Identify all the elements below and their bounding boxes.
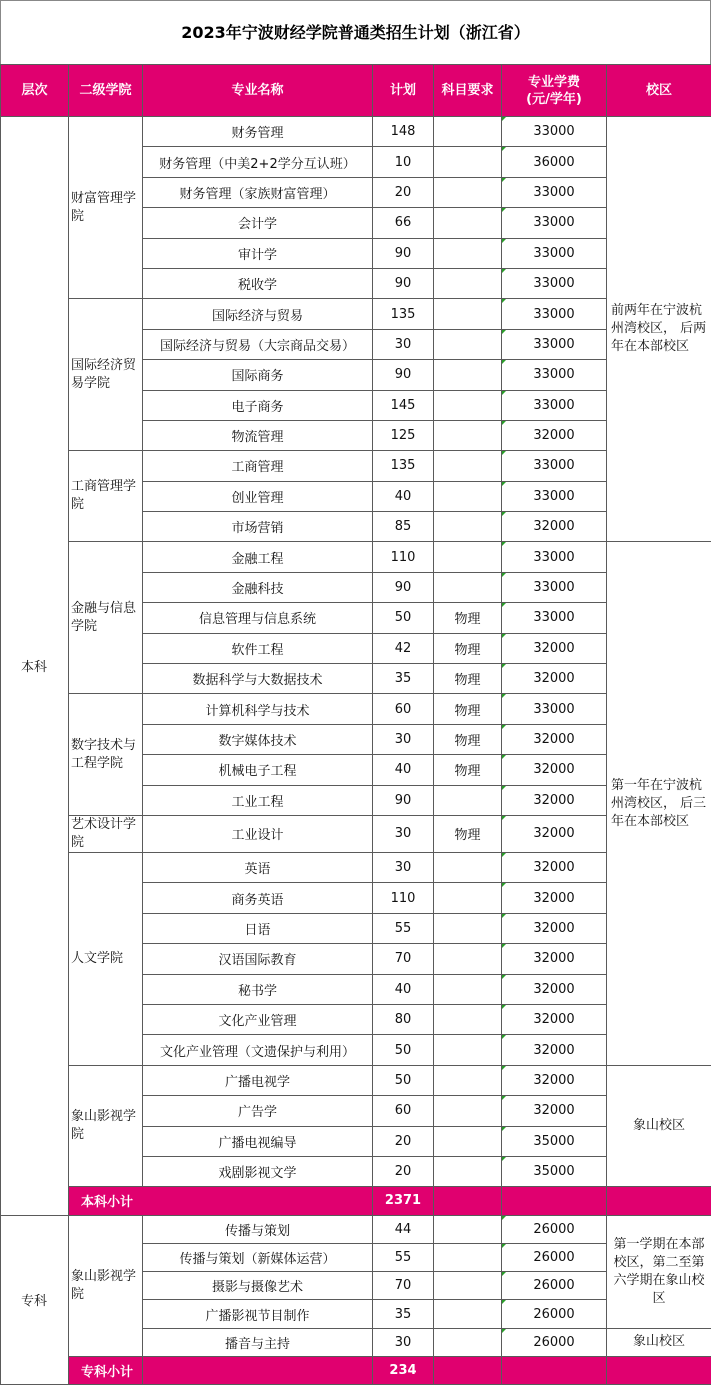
major-cell: 汉语国际教育 (143, 944, 373, 974)
table-row (1, 1065, 711, 1095)
major-cell: 数据科学与大数据技术 (143, 664, 373, 694)
fee-cell: 35000 (502, 1156, 607, 1186)
fee-cell: 33000 (502, 572, 607, 602)
page-title: 2023年宁波财经学院普通类招生计划（浙江省） (0, 0, 711, 64)
fee-cell: 26000 (502, 1243, 607, 1271)
major-cell: 数字媒体技术 (143, 724, 373, 754)
subject-cell (434, 572, 502, 602)
major-cell: 秘书学 (143, 974, 373, 1004)
major-cell: 广播电视编导 (143, 1126, 373, 1156)
major-cell: 商务英语 (143, 883, 373, 913)
campus-cell: 第一学期在本部校区，第二至第六学期在象山校区 (607, 1215, 711, 1328)
subject-cell (434, 785, 502, 815)
plan-cell: 10 (373, 147, 434, 177)
major-cell: 日语 (143, 913, 373, 943)
college-cell: 金融与信息学院 (69, 542, 143, 694)
fee-cell: 32000 (502, 1096, 607, 1126)
major-cell: 国际经济与贸易（大宗商品交易） (143, 329, 373, 359)
major-cell: 软件工程 (143, 633, 373, 663)
subject-cell: 物理 (434, 815, 502, 852)
plan-cell: 90 (373, 268, 434, 298)
subject-cell (434, 1243, 502, 1271)
major-cell: 传播与策划（新媒体运营） (143, 1243, 373, 1271)
header-fee-line2: (元/学年) (526, 91, 582, 107)
plan-cell: 44 (373, 1215, 434, 1243)
subject-cell (434, 1126, 502, 1156)
college-cell: 象山影视学院 (69, 1065, 143, 1187)
subject-cell: 物理 (434, 664, 502, 694)
major-cell: 传播与策划 (143, 1215, 373, 1243)
plan-cell: 40 (373, 481, 434, 511)
table-row (1, 815, 711, 852)
major-cell: 创业管理 (143, 481, 373, 511)
major-cell: 广播电视学 (143, 1065, 373, 1095)
fee-cell: 33000 (502, 177, 607, 207)
header-level: 层次 (1, 65, 69, 117)
subject-cell: 物理 (434, 603, 502, 633)
subject-cell: 物理 (434, 633, 502, 663)
plan-cell: 42 (373, 633, 434, 663)
plan-cell: 90 (373, 238, 434, 268)
subject-cell (434, 1328, 502, 1356)
enrollment-plan-table (0, 64, 711, 1385)
subject-cell (434, 238, 502, 268)
major-cell: 信息管理与信息系统 (143, 603, 373, 633)
major-cell: 工业设计 (143, 815, 373, 852)
plan-cell: 20 (373, 177, 434, 207)
fee-cell: 33000 (502, 390, 607, 420)
header-major: 专业名称 (143, 65, 373, 117)
college-cell: 艺术设计学院 (69, 815, 143, 852)
subject-cell (434, 1035, 502, 1065)
fee-cell: 33000 (502, 299, 607, 329)
plan-cell: 135 (373, 299, 434, 329)
subject-cell (434, 512, 502, 542)
fee-cell: 32000 (502, 512, 607, 542)
major-cell: 广播影视节目制作 (143, 1300, 373, 1328)
major-cell: 广告学 (143, 1096, 373, 1126)
fee-cell: 32000 (502, 785, 607, 815)
fee-cell: 33000 (502, 329, 607, 359)
major-cell: 电子商务 (143, 390, 373, 420)
table-header-row (1, 65, 711, 117)
college-cell: 财富管理学院 (69, 117, 143, 299)
subject-cell: 物理 (434, 724, 502, 754)
fee-cell: 32000 (502, 913, 607, 943)
plan-cell: 90 (373, 572, 434, 602)
table-row (1, 451, 711, 481)
major-cell: 英语 (143, 852, 373, 882)
fee-cell: 33000 (502, 208, 607, 238)
major-cell: 财务管理（中美2+2学分互认班） (143, 147, 373, 177)
fee-cell: 35000 (502, 1126, 607, 1156)
plan-cell: 55 (373, 1243, 434, 1271)
subject-cell (434, 147, 502, 177)
subject-cell (434, 299, 502, 329)
fee-cell: 26000 (502, 1328, 607, 1356)
subtotal-plan: 2371 (373, 1187, 434, 1215)
college-cell: 象山影视学院 (69, 1215, 143, 1356)
header-subject: 科目要求 (434, 65, 502, 117)
plan-cell: 50 (373, 1035, 434, 1065)
table-row (1, 694, 711, 724)
subject-cell (434, 360, 502, 390)
subject-cell (434, 944, 502, 974)
plan-cell: 20 (373, 1126, 434, 1156)
fee-cell: 33000 (502, 117, 607, 147)
subject-cell (434, 451, 502, 481)
table-row (1, 852, 711, 882)
subject-cell (434, 1156, 502, 1186)
plan-cell: 30 (373, 815, 434, 852)
level-cell: 专科 (1, 1215, 69, 1385)
subject-cell (434, 913, 502, 943)
subtotal-empty (607, 1357, 711, 1385)
plan-cell: 30 (373, 852, 434, 882)
fee-cell: 32000 (502, 944, 607, 974)
fee-cell: 33000 (502, 603, 607, 633)
subtotal-empty (143, 1357, 373, 1385)
subject-cell (434, 390, 502, 420)
plan-cell: 35 (373, 664, 434, 694)
fee-cell: 33000 (502, 451, 607, 481)
header-campus: 校区 (607, 65, 711, 117)
fee-cell: 33000 (502, 360, 607, 390)
subtotal-empty (434, 1357, 502, 1385)
major-cell: 财务管理 (143, 117, 373, 147)
plan-cell: 30 (373, 1328, 434, 1356)
major-cell: 工业工程 (143, 785, 373, 815)
major-cell: 金融工程 (143, 542, 373, 572)
plan-cell: 66 (373, 208, 434, 238)
subject-cell (434, 883, 502, 913)
subtotal-row (1, 1357, 711, 1385)
subject-cell (434, 852, 502, 882)
campus-cell: 象山校区 (607, 1065, 711, 1187)
college-cell: 人文学院 (69, 852, 143, 1065)
plan-cell: 148 (373, 117, 434, 147)
header-plan: 计划 (373, 65, 434, 117)
plan-cell: 30 (373, 329, 434, 359)
fee-cell: 32000 (502, 1004, 607, 1034)
subtotal-row (1, 1187, 711, 1215)
fee-cell: 32000 (502, 974, 607, 1004)
plan-cell: 40 (373, 755, 434, 785)
fee-cell: 32000 (502, 1035, 607, 1065)
major-cell: 戏剧影视文学 (143, 1156, 373, 1186)
major-cell: 国际经济与贸易 (143, 299, 373, 329)
college-cell: 数字技术与工程学院 (69, 694, 143, 816)
subject-cell (434, 974, 502, 1004)
plan-cell: 125 (373, 420, 434, 450)
subject-cell (434, 481, 502, 511)
fee-cell: 33000 (502, 481, 607, 511)
subject-cell: 物理 (434, 755, 502, 785)
plan-cell: 40 (373, 974, 434, 1004)
table-row (1, 117, 711, 147)
subtotal-empty (434, 1187, 502, 1215)
fee-cell: 33000 (502, 542, 607, 572)
plan-cell: 50 (373, 603, 434, 633)
fee-cell: 32000 (502, 664, 607, 694)
fee-cell: 26000 (502, 1300, 607, 1328)
plan-cell: 60 (373, 1096, 434, 1126)
subject-cell (434, 1065, 502, 1095)
plan-cell: 35 (373, 1300, 434, 1328)
campus-cell: 第一年在宁波杭州湾校区， 后三年在本部校区 (607, 542, 711, 1065)
fee-cell: 32000 (502, 633, 607, 663)
plan-cell: 90 (373, 360, 434, 390)
subject-cell (434, 329, 502, 359)
fee-cell: 33000 (502, 694, 607, 724)
plan-cell: 50 (373, 1065, 434, 1095)
subtotal-empty (607, 1187, 711, 1215)
header-fee-line1: 专业学费 (527, 74, 580, 90)
subject-cell (434, 1272, 502, 1300)
fee-cell: 26000 (502, 1272, 607, 1300)
plan-cell: 135 (373, 451, 434, 481)
plan-cell: 85 (373, 512, 434, 542)
fee-cell: 33000 (502, 238, 607, 268)
subtotal-empty (502, 1187, 607, 1215)
major-cell: 物流管理 (143, 420, 373, 450)
major-cell: 机械电子工程 (143, 755, 373, 785)
subject-cell (434, 117, 502, 147)
table-row (1, 542, 711, 572)
major-cell: 金融科技 (143, 572, 373, 602)
plan-cell: 30 (373, 724, 434, 754)
college-cell: 国际经济贸易学院 (69, 299, 143, 451)
major-cell: 财务管理（家族财富管理） (143, 177, 373, 207)
subject-cell (434, 268, 502, 298)
subject-cell: 物理 (434, 694, 502, 724)
campus-cell: 前两年在宁波杭州湾校区， 后两年在本部校区 (607, 117, 711, 542)
major-cell: 市场营销 (143, 512, 373, 542)
subtotal-plan: 234 (373, 1357, 434, 1385)
header-fee (502, 65, 607, 117)
subject-cell (434, 1096, 502, 1126)
plan-cell: 110 (373, 542, 434, 572)
plan-cell: 80 (373, 1004, 434, 1034)
subtotal-label: 本科小计 (69, 1187, 373, 1215)
fee-cell: 32000 (502, 1065, 607, 1095)
campus-cell: 象山校区 (607, 1328, 711, 1356)
subject-cell (434, 420, 502, 450)
plan-cell: 70 (373, 1272, 434, 1300)
fee-cell: 36000 (502, 147, 607, 177)
plan-cell: 145 (373, 390, 434, 420)
table-row (1, 1215, 711, 1243)
plan-cell: 55 (373, 913, 434, 943)
major-cell: 文化产业管理（文遗保护与利用） (143, 1035, 373, 1065)
major-cell: 文化产业管理 (143, 1004, 373, 1034)
subject-cell (434, 177, 502, 207)
header-college: 二级学院 (69, 65, 143, 117)
subject-cell (434, 208, 502, 238)
subject-cell (434, 542, 502, 572)
major-cell: 工商管理 (143, 451, 373, 481)
fee-cell: 32000 (502, 420, 607, 450)
fee-cell: 32000 (502, 883, 607, 913)
fee-cell: 26000 (502, 1215, 607, 1243)
subject-cell (434, 1004, 502, 1034)
fee-cell: 32000 (502, 724, 607, 754)
major-cell: 播音与主持 (143, 1328, 373, 1356)
fee-cell: 32000 (502, 815, 607, 852)
plan-cell: 20 (373, 1156, 434, 1186)
major-cell: 摄影与摄像艺术 (143, 1272, 373, 1300)
college-cell: 工商管理学院 (69, 451, 143, 542)
plan-cell: 60 (373, 694, 434, 724)
plan-cell: 70 (373, 944, 434, 974)
major-cell: 国际商务 (143, 360, 373, 390)
major-cell: 审计学 (143, 238, 373, 268)
major-cell: 税收学 (143, 268, 373, 298)
level-cell: 本科 (1, 117, 69, 1216)
major-cell: 计算机科学与技术 (143, 694, 373, 724)
subtotal-label: 专科小计 (69, 1357, 143, 1385)
plan-cell: 90 (373, 785, 434, 815)
major-cell: 会计学 (143, 208, 373, 238)
fee-cell: 32000 (502, 755, 607, 785)
table-row (1, 299, 711, 329)
fee-cell: 33000 (502, 268, 607, 298)
subject-cell (434, 1300, 502, 1328)
plan-cell: 110 (373, 883, 434, 913)
fee-cell: 32000 (502, 852, 607, 882)
subtotal-empty (502, 1357, 607, 1385)
subject-cell (434, 1215, 502, 1243)
